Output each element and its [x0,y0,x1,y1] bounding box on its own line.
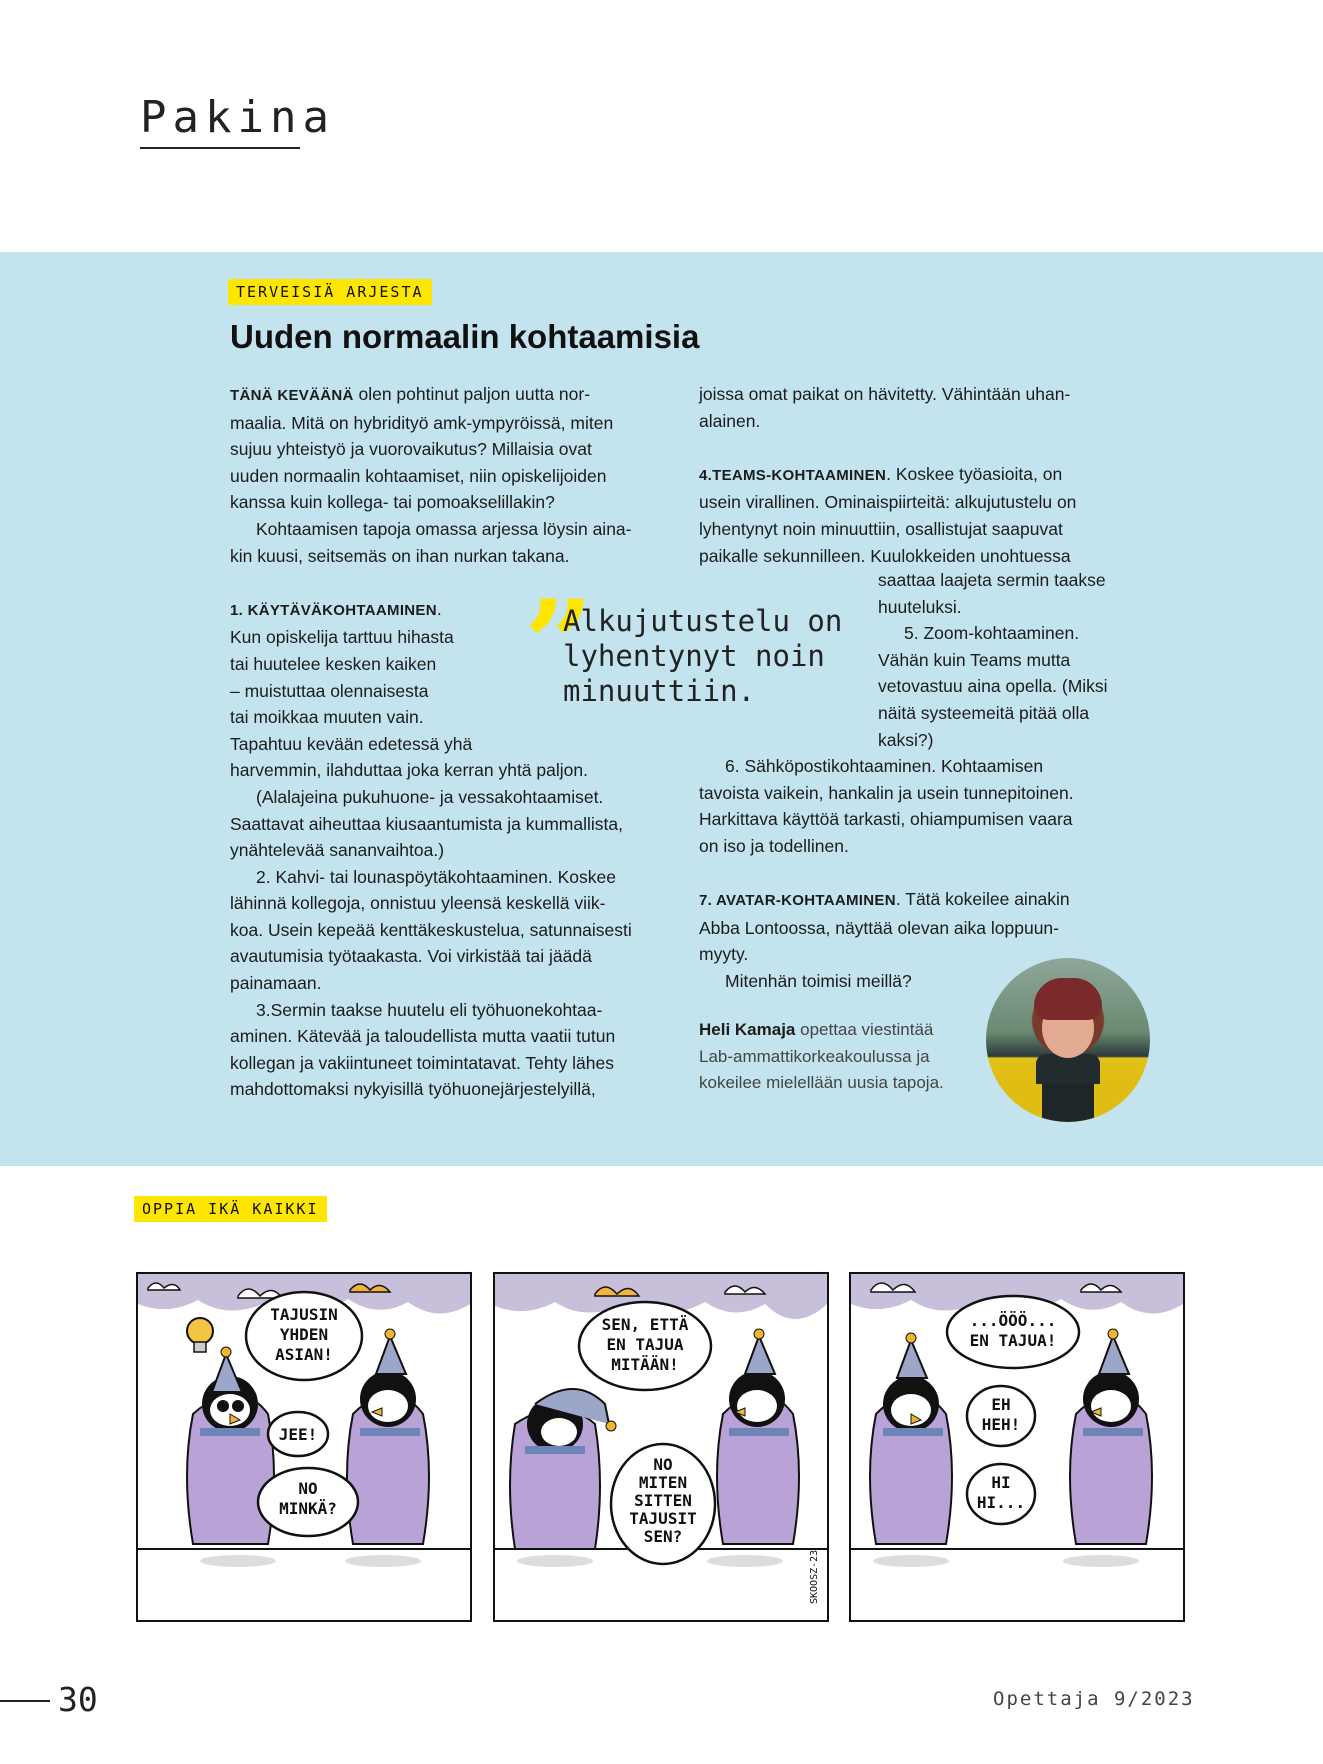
article-line [699,859,1129,886]
comic-text: SITTEN [634,1491,692,1510]
article-line [699,489,1129,516]
article-text: kanssa kuin kollega- tai pomoakselillakin? [230,492,555,513]
quote-marks-icon: ” [524,574,594,715]
article-text: . Tätä kokeilee ainakin [895,888,1070,909]
article-line [699,915,1129,942]
article-line [230,381,670,410]
article-text: Abba Lontoossa, näyttää olevan aika loppuun- [699,917,1059,938]
article-line [230,489,670,516]
pull-quote-line: lyhentynyt noin [563,639,825,673]
article-line [230,784,670,811]
article-right-column-top [699,381,1129,569]
article-text: – muistuttaa olennaisesta [230,680,429,701]
article-line [230,516,670,543]
article-line [230,943,670,970]
article-text: 2. Kahvi- tai lounaspöytäkohtaaminen. Koskee [256,866,616,887]
article-text: huuteluksi. [878,596,962,617]
article-text: kollegan ja vakiintuneet toimintatavat. Tehty lähes [230,1052,614,1073]
comic-text: MINKÄ? [279,1499,337,1518]
article-text: kin kuusi, seitsemäs on ihan nurkan takana. [230,545,570,566]
article-text: aminen. Kätevää ja taloudellista mutta vaatii tutun [230,1026,616,1047]
article-line [230,731,670,758]
article-text: 3.Sermin taakse huutelu eli työhuonekohtaa- [256,999,603,1020]
comic-kicker: OPPIA IKÄ KAIKKI [134,1196,327,1222]
article-text: . [436,598,442,619]
article-lead-in: 7. AVATAR-KOHTAAMINEN [699,891,896,909]
comic-text: HI... [976,1493,1026,1512]
article-kicker: TERVEISIÄ ARJESTA [228,279,432,305]
article-text: (Alalajeina pukuhuone- ja vessakohtaamiset. [256,786,604,807]
article-line [230,837,670,864]
article-line [230,1076,670,1103]
comic-text: ASIAN! [275,1345,333,1364]
magazine-issue: Opettaja 9/2023 [993,1688,1195,1710]
article-line [230,997,670,1024]
article-line [878,700,1138,727]
comic-text: EH [991,1395,1011,1414]
article-text: tavoista vaikein, hankalin ja usein tunnepitoinen. [699,782,1074,803]
article-line [878,620,1138,647]
article-text: myyty. [699,944,749,965]
comic-text: EN TAJUA [606,1335,684,1354]
comic-text: NO [298,1479,318,1498]
article-line [230,1050,670,1077]
article-line [699,434,1129,461]
article-text: Mitenhän toimisi meillä? [725,970,912,991]
article-line [699,381,1129,408]
article-text: ynähtelevää sananvaihtoa.) [230,840,445,861]
article-text: Vähän kuin Teams mutta [878,649,1071,670]
article-text: on iso ja todellinen. [699,835,849,856]
article-line [230,410,670,437]
article-right-column-narrow [878,567,1138,753]
article-text: paikalle sekunnilleen. Kuulokkeiden unohtuessa [699,545,1071,566]
comic-panel-3 [849,1272,1185,1622]
article-text: . Koskee työasioita, on [886,463,1063,484]
comic-panel-3-art [851,1274,1183,1620]
comic-panel-2 [493,1272,829,1622]
article-text: mahdottomaksi nykyisillä työhuonejärjestelyillä, [230,1079,596,1100]
author-bio-text: opettaa viestintää [795,1020,934,1039]
comic-text: HEH! [981,1415,1021,1434]
pull-quote-line: Alkujutustelu on [563,604,843,638]
page-number-rule [0,1700,50,1702]
author-bio [699,1017,999,1097]
comic-text: SEN? [643,1527,683,1546]
section-underline [140,147,300,149]
article-line [699,753,1129,780]
article-line [230,543,670,570]
article-lead-in: 1. KÄYTÄVÄKOHTAAMINEN [230,601,437,619]
comic-panel-1 [136,1272,472,1622]
pull-quote-line: minuuttiin. [563,674,756,708]
article-text: joissa omat paikat on hävitetty. Vähintään uhan- [699,384,1071,404]
article-text: 5. Zoom-kohtaaminen. [904,623,1080,644]
section-title: Pakina [140,92,335,143]
article-text: sujuu yhteistyö ja vuorovaikutus? Millaisia ovat [230,439,592,460]
article-text: Kun opiskelija tarttuu hihasta [230,627,454,648]
article-line [699,543,1129,570]
author-bio-text: Lab-ammattikorkeakoulussa ja [699,1046,930,1066]
article-text: painamaan. [230,973,322,994]
artist-signature: SKOOSZ-23 [809,1549,820,1604]
comic-text: HI [991,1473,1011,1492]
comic-panel-1-art [138,1274,470,1620]
article-line [230,890,670,917]
author-bio-text: kokeilee mielellään uusia tapoja. [699,1073,944,1093]
article-line [699,806,1129,833]
article-line [230,811,670,838]
article-line [878,647,1138,674]
article-line [878,594,1138,621]
article-text: harvemmin, ilahduttaa joka kerran yhtä paljon. [230,760,588,781]
article-line [699,516,1129,543]
article-title: Uuden normaalin kohtaamisia [230,318,700,355]
article-text: olen pohtinut paljon uutta nor- [353,384,591,404]
article-text: maalia. Mitä on hybridityö amk-ympyröissä, miten [230,412,614,433]
article-line [699,780,1129,807]
article-text: avautumisia työtaakasta. Voi virkistää tai jäädä [230,946,592,967]
comic-text: TAJUSIN [270,1305,338,1324]
article-line [230,436,670,463]
article-line [230,463,670,490]
article-text: alainen. [699,410,761,431]
article-text: uuden normaalin kohtaamiset, niin opiskelijoiden [230,465,607,486]
article-lead-in: 4.TEAMS-KOHTAAMINEN [699,466,887,484]
article-text: kaksi?) [878,729,934,750]
comic-text: NO [653,1455,673,1474]
article-text: usein virallinen. Ominaispiirteitä: alkujutustelu on [699,492,1077,513]
article-line [230,864,670,891]
article-line [878,567,1138,594]
article-line [230,970,670,997]
article-line [699,408,1129,435]
comic-text: ...ÖÖÖ... [969,1311,1057,1330]
author-name: Heli Kamaja [699,1020,796,1039]
article-text: tai huutelee kesken kaiken [230,653,437,674]
article-line [230,757,670,784]
author-photo [986,958,1150,1122]
comic-text: JEE! [278,1425,318,1444]
article-text: Saattavat aiheuttaa kiusaantumista ja kummallista, [230,813,623,834]
comic-text: EN TAJUA! [969,1331,1057,1350]
article-text: Harkittava käyttöä tarkasti, ohiampumisen vaara [699,809,1073,830]
article-line [230,917,670,944]
article-lead-in: TÄNÄ KEVÄÄNÄ [230,387,354,404]
article-line [878,673,1138,700]
article-text: lyhentynyt noin minuuttiin, osallistujat saapuvat [699,518,1063,539]
page-number: 30 [58,1680,98,1719]
article-text: näitä systeemeitä pitää olla [878,702,1090,723]
article-line [699,833,1129,860]
pull-quote [563,604,842,709]
article-text: Kohtaamisen tapoja omassa arjessa löysin aina- [256,518,632,539]
comic-text: TAJUSIT [629,1509,697,1528]
article-text: saattaa laajeta sermin taakse [878,570,1106,590]
article-line [230,1023,670,1050]
comic-text: MITÄÄN! [611,1355,679,1374]
article-left-column [230,381,670,1103]
article-line [230,569,670,596]
article-line [699,886,1129,915]
article-text: 6. Sähköpostikohtaaminen. Kohtaamisen [725,756,1044,776]
comic-text: YHDEN [279,1325,329,1344]
comic-panel-2-art [495,1274,827,1620]
comic-text: SEN, ETTÄ [601,1315,689,1334]
article-text: vetovastuu aina opella. (Miksi [878,676,1108,697]
article-text: tai moikkaa muuten vain. [230,707,424,728]
article-text: lähinnä kollegoja, onnistuu yleensä keskellä viik- [230,893,606,914]
article-line [878,727,1138,754]
comic-text: MITEN [638,1473,688,1492]
article-line [699,461,1129,490]
article-text: koa. Usein kepeää kenttäkeskustelua, satunnaisesti [230,919,632,940]
article-text: Tapahtuu kevään edetessä yhä [230,733,473,754]
